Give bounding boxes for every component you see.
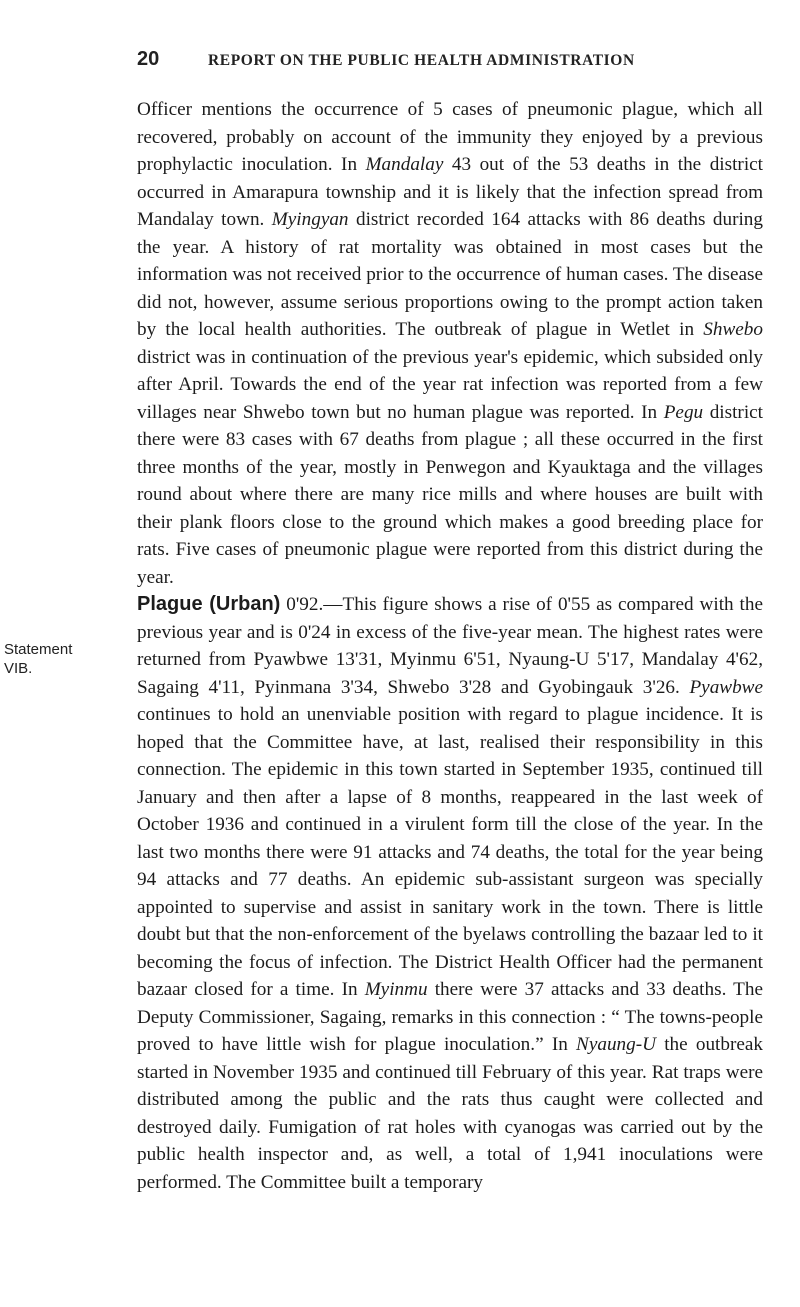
margin-note-line-1: Statement	[4, 641, 73, 658]
margin-note	[4, 640, 114, 678]
paragraph-text: there were 37 attacks and 33 deaths. The Deputy Commissioner, Sagaing, remarks in this connection : “ The towns-people proved to have little wish for plague inoculation.” In	[137, 979, 763, 1055]
place-name-italic: Pyawbwe	[689, 676, 763, 698]
paragraph-plague-urban	[137, 591, 763, 1196]
paragraph-text: the outbreak started in November 1935 and continued till February of this year. Rat traps were distributed among the public and the rats thus caught were collected and destroyed daily. Fumigation of rat holes with cyanogas was carried out by the public health inspector and, as well, a total of 1,941 inoculations were performed. The Committee built a temporary	[137, 1034, 763, 1193]
page-header	[0, 48, 800, 74]
paragraph-text: district was in continuation of the previous year's epidemic, which subsided only after April. Towards the end of the year rat infection was reported from a few villages near Shwebo town but no human plague was reported. In	[137, 346, 763, 423]
place-name-italic: Myinmu	[364, 979, 428, 1000]
paragraph-text: continues to hold an unenviable position with regard to plague incidence. It is hoped that the Committee have, at last, realised their responsibility in this connection. The epidemic in this town started in September 1935, continued till January and then after a lapse of 8 months, reappeared in the last week of October 1936 and continued in a virulent form till the close of the year. In the last two months there were 91 attacks and 74 deaths, the total for the year being 94 attacks and 77 deaths. An epidemic sub-assistant surgeon was specially appointed to supervise and assist in sanitary work in the town. There is little doubt but that the non-enforcement of the byelaws controlling the bazaar led to it becoming the focus of infection. The District Health Officer had the permanent bazaar closed for a time. In	[137, 704, 763, 1000]
section-heading-value: 0'92.	[280, 594, 324, 615]
place-name-italic: Pegu	[663, 401, 704, 423]
section-heading: Plague (Urban)	[137, 593, 281, 615]
body-text	[137, 96, 763, 1196]
paragraph-text: Officer mentions the occurrence of 5 cases of pneumonic plague, which all recovered, probably on account of the immunity they enjoyed by a previous prophylactic inoculation. In	[137, 99, 763, 175]
paragraph-text: 43 out of the 53 deaths in the district occurred in Amarapura township and it is likely that the infection spread from Mandalay town.	[137, 154, 763, 230]
place-name-italic: Shwebo	[703, 319, 763, 340]
paragraph-text: district there were 83 cases with 67 deaths from plague ; all these occurred in the first three months of the year, mostly in Penwegon and Kyauktaga and the villages round about where there are many rice mills and where houses are built with their plank floors close to the ground which makes a good breeding place for rats. Five cases of pneumonic plague were reported from this district during the year.	[137, 401, 763, 588]
page-number: 20	[137, 48, 160, 70]
margin-note-line-2: VIB.	[4, 660, 33, 677]
place-name-italic: Mandalay	[365, 154, 444, 175]
paragraph-text: district recorded 164 attacks with 86 deaths during the year. A history of rat mortality was obtained in most cases but the information was not received prior to the occurrence of human cases. The disease did not, however, assume serious proportions owing to the prompt action taken by the local health authorities. The outbreak of plague in Wetlet in	[137, 209, 763, 340]
running-head: REPORT ON THE PUBLIC HEALTH ADMINISTRATION	[208, 52, 635, 69]
paragraph-plague-rural-continued	[137, 96, 763, 591]
paragraph-text: —This figure shows a rise of 0'55 as compared with the previous year and is 0'24 in excess of the five-year mean. The highest rates were returned from Pyawbwe 13'31, Myinmu 6'51, Nyaung-U 5'17, Mandalay 4'62, Sagaing 4'11, Pyinmana 3'34, Shwebo 3'28 and Gyobingauk 3'26.	[137, 594, 763, 698]
place-name-italic: Nyaung-U	[576, 1034, 656, 1055]
place-name-italic: Myingyan	[271, 209, 349, 230]
